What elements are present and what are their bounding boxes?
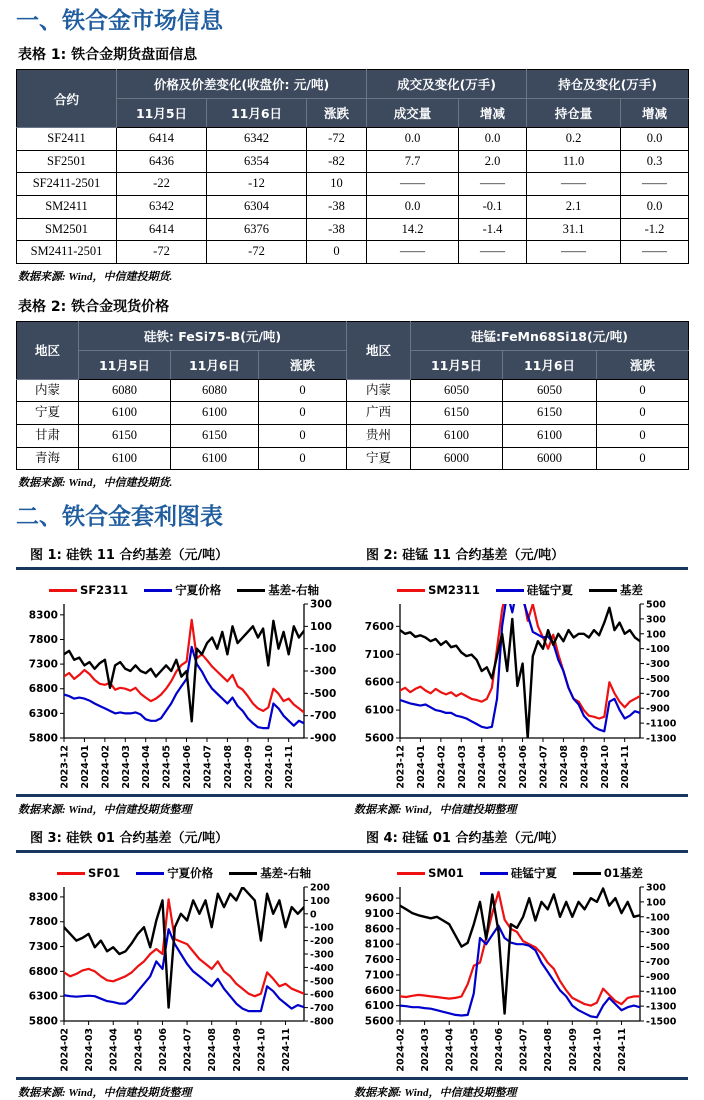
header-change: 涨跌 — [597, 350, 689, 379]
table-1-caption: 表格 1: 铁合金期货盘面信息 — [18, 47, 198, 63]
svg-text:2024-02: 2024-02 — [59, 1028, 71, 1072]
cell: 7.7 — [367, 150, 459, 173]
svg-text:5800: 5800 — [28, 732, 58, 745]
cell: 0.0 — [621, 128, 689, 151]
legend-line-swatch — [397, 872, 425, 875]
svg-text:-800: -800 — [310, 1016, 334, 1028]
cell: 0.0 — [367, 128, 459, 151]
header-fesi-group: 硅铁: FeSi75-B(元/吨) — [79, 321, 347, 350]
figure-2 — [352, 570, 688, 794]
cell: —— — [527, 241, 621, 264]
svg-text:6800: 6800 — [28, 683, 58, 696]
cell: 6150 — [171, 425, 259, 448]
cell: -12 — [207, 173, 307, 196]
cell: 6342 — [117, 195, 207, 218]
cell: SM2501 — [17, 218, 117, 241]
table-1-source: 数据来源: Wind，中信建投期货. — [18, 270, 173, 283]
svg-text:2024-04: 2024-04 — [477, 745, 489, 789]
figure-2-legend — [352, 582, 688, 598]
header-oi-change: 增减 — [621, 99, 689, 128]
svg-text:7300: 7300 — [28, 941, 58, 954]
header-volume-group: 成交及变化(万手) — [367, 70, 527, 99]
svg-text:2024-03: 2024-03 — [120, 745, 132, 789]
cell: 宁夏 — [347, 447, 411, 470]
svg-text:2023-12: 2023-12 — [395, 745, 407, 789]
svg-text:-100: -100 — [646, 912, 670, 924]
svg-text:2024-10: 2024-10 — [256, 1028, 268, 1072]
svg-text:-700: -700 — [646, 957, 670, 969]
cell: —— — [621, 173, 689, 196]
svg-text:2024-11: 2024-11 — [620, 745, 632, 789]
svg-text:-300: -300 — [646, 927, 670, 939]
legend-item — [144, 582, 221, 598]
figure-1-legend — [16, 582, 352, 598]
legend-label: SM2311 — [428, 583, 480, 598]
cell: 内蒙 — [17, 379, 79, 402]
svg-text:-1300: -1300 — [646, 733, 677, 745]
svg-text:-500: -500 — [646, 942, 670, 954]
cell: 6150 — [79, 425, 171, 448]
cell: -1.2 — [621, 218, 689, 241]
header-region-left: 地区 — [17, 321, 79, 379]
legend-line-swatch — [237, 589, 265, 592]
svg-text:-200: -200 — [310, 936, 334, 948]
cell: 6000 — [503, 447, 597, 470]
cell: 6150 — [503, 402, 597, 425]
svg-text:6300: 6300 — [28, 708, 58, 721]
legend-item — [57, 865, 120, 881]
figure-3-chart — [18, 881, 350, 1077]
legend-line-swatch — [589, 589, 617, 592]
header-date-2: 11月6日 — [171, 350, 259, 379]
cell: 6304 — [207, 195, 307, 218]
cell: —— — [367, 241, 459, 264]
cell: SM2411-2501 — [17, 241, 117, 264]
cell: 6414 — [117, 128, 207, 151]
header-oi-group: 持仓及变化(万手) — [527, 70, 689, 99]
svg-text:2024-05: 2024-05 — [497, 745, 509, 789]
legend-line-swatch — [49, 589, 77, 592]
legend-item — [397, 865, 464, 881]
legend-label: SF2311 — [80, 583, 129, 598]
svg-text:2024-10: 2024-10 — [599, 745, 611, 789]
svg-text:2024-11: 2024-11 — [284, 745, 296, 789]
header-date-2: 11月6日 — [503, 350, 597, 379]
figure-3-source: 数据来源: Wind，中信建投期货整理 — [18, 1087, 192, 1100]
svg-text:6100: 6100 — [364, 704, 394, 717]
svg-text:2024-05: 2024-05 — [161, 745, 173, 789]
figure-4-source: 数据来源: Wind，中信建投期整理 — [354, 1087, 517, 1100]
svg-text:2024-02: 2024-02 — [436, 745, 448, 789]
svg-text:2024-09: 2024-09 — [567, 1028, 579, 1072]
cell: -72 — [307, 128, 367, 151]
svg-text:200: 200 — [310, 882, 330, 894]
svg-text:-900: -900 — [646, 972, 670, 984]
svg-text:6100: 6100 — [364, 1000, 394, 1013]
legend-item — [589, 582, 643, 598]
legend-item — [397, 582, 480, 598]
svg-text:300: 300 — [646, 882, 666, 894]
figure-1-caption: 图 1: 硅铁 11 合约基差（元/吨） — [30, 548, 229, 564]
header-region-right: 地区 — [347, 321, 411, 379]
header-contract: 合约 — [17, 70, 117, 128]
table-row — [17, 379, 689, 402]
legend-label: SM01 — [428, 866, 464, 881]
legend-item — [49, 582, 128, 598]
svg-text:7800: 7800 — [28, 634, 58, 647]
divider-rule — [16, 794, 688, 797]
svg-text:500: 500 — [646, 599, 666, 611]
table-header-group-row — [17, 321, 689, 350]
legend-label: SF01 — [88, 866, 121, 881]
svg-text:100: 100 — [310, 621, 332, 634]
svg-text:2024-05: 2024-05 — [469, 1028, 481, 1072]
header-date-2: 11月6日 — [207, 99, 307, 128]
figure-3 — [16, 853, 352, 1077]
svg-text:8300: 8300 — [28, 891, 58, 904]
svg-text:-500: -500 — [310, 976, 334, 988]
cell: SM2411 — [17, 195, 117, 218]
legend-line-swatch — [229, 872, 257, 875]
svg-text:100: 100 — [646, 897, 666, 909]
svg-text:7100: 7100 — [364, 649, 394, 661]
cell: 14.2 — [367, 218, 459, 241]
svg-text:2024-06: 2024-06 — [157, 1028, 169, 1072]
cell: 6436 — [117, 150, 207, 173]
legend-item — [496, 582, 573, 598]
legend-line-swatch — [496, 589, 524, 592]
figure-4 — [352, 853, 688, 1077]
svg-text:2024-07: 2024-07 — [518, 1028, 530, 1072]
svg-text:7300: 7300 — [28, 658, 58, 671]
cell: 6080 — [171, 379, 259, 402]
svg-text:5600: 5600 — [364, 732, 394, 745]
cell: 6100 — [79, 402, 171, 425]
legend-item — [229, 865, 311, 881]
cell: 6342 — [207, 128, 307, 151]
cell: 内蒙 — [347, 379, 411, 402]
cell: 0.2 — [527, 128, 621, 151]
cell: 6100 — [503, 425, 597, 448]
cell: -0.1 — [459, 195, 527, 218]
svg-text:2024-05: 2024-05 — [133, 1028, 145, 1072]
svg-text:2024-04: 2024-04 — [141, 745, 153, 789]
cell: 0 — [259, 379, 347, 402]
svg-text:2024-11: 2024-11 — [617, 1028, 629, 1072]
svg-text:-300: -300 — [646, 659, 670, 671]
svg-text:8600: 8600 — [364, 923, 394, 936]
svg-text:-700: -700 — [310, 710, 337, 723]
legend-line-swatch — [136, 872, 164, 875]
svg-text:-700: -700 — [646, 689, 670, 701]
figure-1-source: 数据来源: Wind，中信建投期货整理 — [18, 804, 192, 817]
svg-text:-1100: -1100 — [646, 986, 677, 998]
table-row — [17, 447, 689, 470]
cell: 6100 — [411, 425, 503, 448]
svg-text:2024-03: 2024-03 — [84, 1028, 96, 1072]
cell: 11.0 — [527, 150, 621, 173]
svg-text:100: 100 — [646, 629, 666, 641]
svg-text:6600: 6600 — [364, 676, 394, 689]
header-price-group: 价格及价差变化(收盘价: 元/吨) — [117, 70, 367, 99]
svg-text:-1100: -1100 — [646, 718, 677, 730]
figure-2-source: 数据来源: Wind，中信建投期整理 — [354, 804, 517, 817]
cell: 6376 — [207, 218, 307, 241]
svg-text:2024-02: 2024-02 — [395, 1028, 407, 1072]
legend-line-swatch — [573, 872, 601, 875]
svg-text:2024-06: 2024-06 — [518, 745, 530, 789]
header-volume-change: 增减 — [459, 99, 527, 128]
legend-line-swatch — [397, 589, 425, 592]
legend-label: 基差-右轴 — [268, 583, 319, 598]
svg-text:-300: -300 — [310, 949, 334, 961]
table-2-source: 数据来源: Wind，中信建投期货. — [18, 477, 173, 490]
divider-rule — [16, 1077, 688, 1080]
table-2-caption: 表格 2: 铁合金现货价格 — [18, 298, 170, 315]
svg-text:2024-03: 2024-03 — [420, 1028, 432, 1072]
header-date-1: 11月5日 — [79, 350, 171, 379]
cell: —— — [367, 173, 459, 196]
legend-item — [573, 865, 643, 881]
cell: 6354 — [207, 150, 307, 173]
svg-text:8300: 8300 — [28, 609, 58, 622]
figure-1-chart — [18, 598, 350, 794]
svg-text:8100: 8100 — [364, 938, 394, 951]
figure-4-legend — [352, 865, 688, 881]
figure-3-caption: 图 3: 硅铁 01 合约基差（元/吨） — [30, 831, 229, 847]
svg-text:-500: -500 — [310, 688, 337, 701]
svg-text:2023-12: 2023-12 — [59, 745, 71, 789]
svg-text:2024-11: 2024-11 — [281, 1028, 293, 1072]
legend-item — [480, 865, 557, 881]
svg-text:-1300: -1300 — [646, 1001, 677, 1013]
svg-text:-900: -900 — [310, 732, 337, 745]
svg-text:-400: -400 — [310, 963, 334, 975]
cell: 6000 — [411, 447, 503, 470]
cell: —— — [459, 173, 527, 196]
svg-text:2024-07: 2024-07 — [202, 745, 214, 789]
svg-text:2024-10: 2024-10 — [263, 745, 275, 789]
header-date-1: 11月5日 — [411, 350, 503, 379]
svg-text:2024-08: 2024-08 — [558, 745, 570, 789]
cell: -1.4 — [459, 218, 527, 241]
legend-label: 硅锰宁夏 — [510, 866, 557, 881]
table-header-group-row — [17, 70, 689, 99]
cell: —— — [459, 241, 527, 264]
cell: 甘肃 — [17, 425, 79, 448]
svg-text:6600: 6600 — [364, 985, 394, 998]
svg-text:2024-09: 2024-09 — [231, 1028, 243, 1072]
futures-table — [16, 69, 689, 264]
cell: 6150 — [411, 402, 503, 425]
svg-text:6800: 6800 — [28, 966, 58, 979]
cell: 6050 — [503, 379, 597, 402]
cell: SF2411 — [17, 128, 117, 151]
svg-text:2024-01: 2024-01 — [79, 745, 91, 789]
svg-text:300: 300 — [646, 614, 666, 626]
cell: 广西 — [347, 402, 411, 425]
header-change: 涨跌 — [259, 350, 347, 379]
cell: -38 — [307, 218, 367, 241]
legend-label: 基差-右轴 — [260, 866, 311, 881]
cell: 0 — [597, 425, 689, 448]
table-row — [17, 218, 689, 241]
cell: 0.0 — [621, 195, 689, 218]
cell: -72 — [207, 241, 307, 264]
legend-line-swatch — [144, 589, 172, 592]
legend-item — [136, 865, 213, 881]
cell: 6100 — [171, 447, 259, 470]
svg-text:2024-06: 2024-06 — [182, 745, 194, 789]
figure-1 — [16, 570, 352, 794]
cell: 6050 — [411, 379, 503, 402]
legend-line-swatch — [57, 872, 85, 875]
table-row — [17, 128, 689, 151]
cell: 2.1 — [527, 195, 621, 218]
svg-text:2024-08: 2024-08 — [207, 1028, 219, 1072]
cell: -22 — [117, 173, 207, 196]
svg-text:100: 100 — [310, 896, 330, 908]
svg-text:5800: 5800 — [28, 1015, 58, 1028]
svg-text:300: 300 — [310, 598, 332, 611]
cell: -82 — [307, 150, 367, 173]
svg-text:6300: 6300 — [28, 990, 58, 1003]
svg-text:2024-04: 2024-04 — [108, 1028, 120, 1072]
cell: 0 — [597, 447, 689, 470]
header-volume: 成交量 — [367, 99, 459, 128]
svg-text:-500: -500 — [646, 674, 670, 686]
svg-text:-700: -700 — [310, 1003, 334, 1015]
cell: 0 — [597, 402, 689, 425]
cell: 贵州 — [347, 425, 411, 448]
svg-text:2024-06: 2024-06 — [493, 1028, 505, 1072]
svg-text:2024-02: 2024-02 — [100, 745, 112, 789]
svg-text:-100: -100 — [646, 644, 670, 656]
cell: -72 — [117, 241, 207, 264]
cell: 31.1 — [527, 218, 621, 241]
header-change: 涨跌 — [307, 99, 367, 128]
table-row — [17, 241, 689, 264]
svg-text:9600: 9600 — [364, 892, 394, 905]
cell: 0 — [307, 241, 367, 264]
figure-4-caption: 图 4: 硅锰 01 合约基差（元/吨） — [366, 831, 565, 847]
svg-text:0: 0 — [310, 909, 317, 921]
figure-2-chart — [354, 598, 686, 794]
svg-text:7800: 7800 — [28, 916, 58, 929]
cell: 0 — [259, 447, 347, 470]
cell: —— — [621, 241, 689, 264]
svg-text:9100: 9100 — [364, 908, 394, 921]
svg-text:-300: -300 — [310, 665, 337, 678]
svg-text:2024-08: 2024-08 — [222, 745, 234, 789]
header-date-1: 11月5日 — [117, 99, 207, 128]
svg-text:2024-07: 2024-07 — [182, 1028, 194, 1072]
section-1-title: 一、铁合金市场信息 — [16, 8, 223, 34]
spot-price-table — [16, 321, 689, 471]
legend-label: 宁夏价格 — [175, 583, 222, 598]
cell: 6100 — [79, 447, 171, 470]
legend-line-swatch — [480, 872, 508, 875]
cell: 宁夏 — [17, 402, 79, 425]
cell: 6080 — [79, 379, 171, 402]
cell: 0.0 — [367, 195, 459, 218]
cell: 6100 — [171, 402, 259, 425]
legend-label: 01基差 — [603, 866, 643, 881]
figure-2-caption: 图 2: 硅锰 11 合约基差（元/吨） — [366, 548, 565, 564]
cell: 0 — [597, 379, 689, 402]
svg-text:7600: 7600 — [364, 954, 394, 967]
table-row — [17, 425, 689, 448]
table-header-sub-row — [17, 99, 689, 128]
section-2-title: 二、铁合金套利图表 — [16, 504, 223, 531]
svg-text:2024-08: 2024-08 — [543, 1028, 555, 1072]
svg-text:7100: 7100 — [364, 969, 394, 982]
cell: 0.3 — [621, 150, 689, 173]
svg-text:2024-03: 2024-03 — [456, 745, 468, 789]
cell: 青海 — [17, 447, 79, 470]
header-oi: 持仓量 — [527, 99, 621, 128]
table-row — [17, 173, 689, 196]
header-simn-group: 硅锰:FeMn68Si18(元/吨) — [411, 321, 689, 350]
cell: 6414 — [117, 218, 207, 241]
svg-text:7600: 7600 — [364, 621, 394, 634]
cell: -38 — [307, 195, 367, 218]
figure-3-legend — [16, 865, 352, 881]
table-row — [17, 150, 689, 173]
cell: 0 — [259, 425, 347, 448]
legend-label: 硅锰宁夏 — [526, 583, 573, 598]
cell: 10 — [307, 173, 367, 196]
svg-text:2024-04: 2024-04 — [444, 1028, 456, 1072]
cell: 2.0 — [459, 150, 527, 173]
svg-text:-900: -900 — [646, 703, 670, 715]
svg-text:-600: -600 — [310, 989, 334, 1001]
legend-label: 基差 — [619, 583, 643, 598]
svg-text:2024-09: 2024-09 — [243, 745, 255, 789]
cell: SF2411-2501 — [17, 173, 117, 196]
table-row — [17, 195, 689, 218]
figure-4-chart — [354, 881, 686, 1077]
svg-text:-100: -100 — [310, 643, 337, 656]
cell: 0 — [259, 402, 347, 425]
svg-text:-100: -100 — [310, 922, 334, 934]
svg-text:2024-09: 2024-09 — [579, 745, 591, 789]
svg-text:-1500: -1500 — [646, 1016, 677, 1028]
cell: SF2501 — [17, 150, 117, 173]
svg-text:2024-07: 2024-07 — [538, 745, 550, 789]
svg-text:5600: 5600 — [364, 1015, 394, 1028]
legend-label: 宁夏价格 — [167, 866, 214, 881]
legend-item — [237, 582, 319, 598]
cell: 0.0 — [459, 128, 527, 151]
cell: —— — [527, 173, 621, 196]
svg-text:2024-01: 2024-01 — [415, 745, 427, 789]
table-row — [17, 402, 689, 425]
svg-text:2024-10: 2024-10 — [592, 1028, 604, 1072]
